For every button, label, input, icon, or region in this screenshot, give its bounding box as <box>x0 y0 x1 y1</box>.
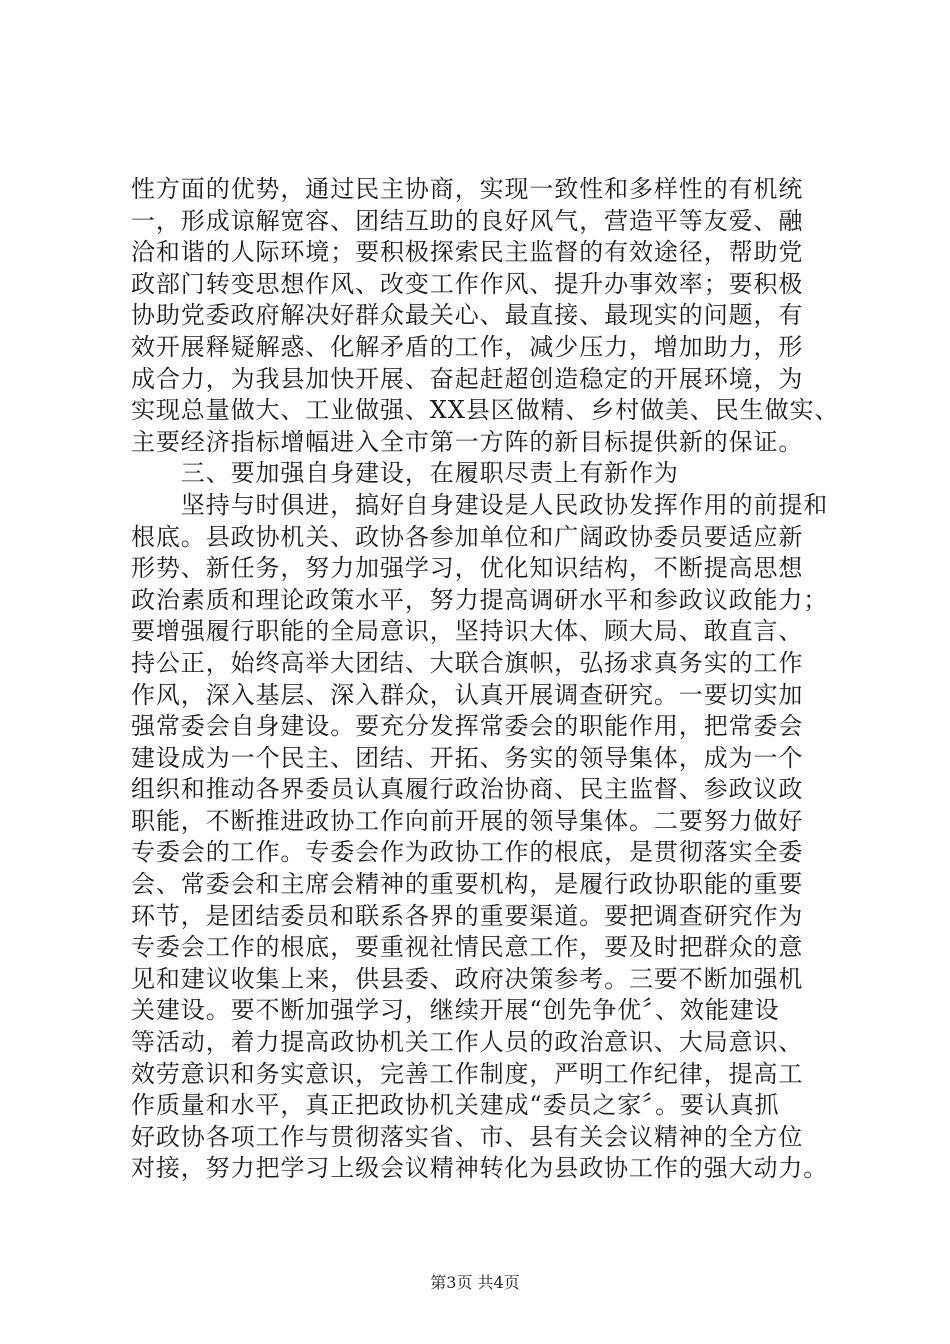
text-line: 对接，努力把学习上级会议精神转化为县政协工作的强大动力。 <box>131 1154 829 1183</box>
text-line: 效劳意识和务实意识，完善工作制度，严明工作纪律，提高工 <box>131 1059 804 1088</box>
text-line: 坚持与时俱进，搞好自身建设是人民政协发挥作用的前提和 <box>131 490 829 519</box>
text-line: 职能，不断推进政协工作向前开展的领导集体。二要努力做好 <box>131 806 804 835</box>
text-line: 见和建议收集上来，供县委、政府决策参考。三要不断加强机 <box>131 964 804 993</box>
text-line: 作质量和水平，真正把政协机关建成“委员之家〞。要认真抓 <box>131 1091 780 1120</box>
text-line: 强常委会自身建设。要充分发挥常委会的职能作用，把常委会 <box>131 712 804 741</box>
text-line: 专委会的工作。专委会作为政协工作的根底，是贯彻落实全委 <box>131 838 804 867</box>
text-line: 建设成为一个民主、团结、开拓、务实的领导集体，成为一个 <box>131 743 804 772</box>
text-line: 形势、新任务，努力加强学习，优化知识结构，不断提高思想 <box>131 554 804 583</box>
text-line: 会、常委会和主席会精神的重要机构，是履行政协职能的重要 <box>131 870 804 899</box>
text-line: 好政协各项工作与贯彻落实省、市、县有关会议精神的全方位 <box>131 1122 804 1151</box>
text-line: 根底。县政协机关、政协各参加单位和广阔政协委员要适应新 <box>131 522 804 551</box>
text-line: 政治素质和理论政策水平，努力提高调研水平和参政议政能力； <box>131 585 829 614</box>
text-line: 环节，是团结委员和联系各界的重要渠道。要把调查研究作为 <box>131 901 804 930</box>
text-line: 性方面的优势，通过民主协商，实现一致性和多样性的有机统 <box>131 175 804 203</box>
text-line: 成合力，为我县加快开展、奋起赶超创造稳定的开展环境，为 <box>131 364 804 393</box>
text-line: 作风，深入基层、深入群众，认真开展调查研究。一要切实加 <box>131 680 804 709</box>
text-line: 专委会工作的根底，要重视社情民意工作，要及时把群众的意 <box>131 933 804 962</box>
text-line: 关建设。要不断加强学习，继续开展“创先争优〞、效能建设 <box>131 996 780 1025</box>
text-line: 协助党委政府解决好群众最关心、最直接、最现实的问题，有 <box>131 301 804 330</box>
text-line: 主要经济指标增幅进入全市第一方阵的新目标提供新的保证。 <box>131 427 804 456</box>
text-line: 等活动，着力提高政协机关工作人员的政治意识、大局意识、 <box>131 1028 804 1057</box>
page-footer: 第3页 共4页 <box>430 1273 520 1292</box>
text-line: 要增强履行职能的全局意识，坚持识大体、顾大局、敢直言、 <box>131 617 804 646</box>
text-line: 政部门转变思想作风、改变工作作风、提升办事效率；要积极 <box>131 269 804 298</box>
text-line: 组织和推动各界委员认真履行政治协商、民主监督、参政议政 <box>131 775 804 804</box>
text-line: 实现总量做大、工业做强、XX县区做精、乡村做美、民生做实、 <box>131 396 840 425</box>
section-heading: 三、要加强自身建设，在履职尽责上有新作为 <box>131 459 679 488</box>
text-line: 持公正，始终高举大团结、大联合旗帜，弘扬求真务实的工作 <box>131 648 804 677</box>
text-line: 洽和谐的人际环境；要积极探索民主监督的有效途径，帮助党 <box>131 238 804 267</box>
text-line: 一，形成谅解宽容、团结互助的良好风气，营造平等友爱、融 <box>131 206 804 235</box>
text-line: 效开展释疑解惑、化解矛盾的工作，减少压力，增加助力，形 <box>131 332 804 361</box>
body-text <box>131 174 841 1185</box>
